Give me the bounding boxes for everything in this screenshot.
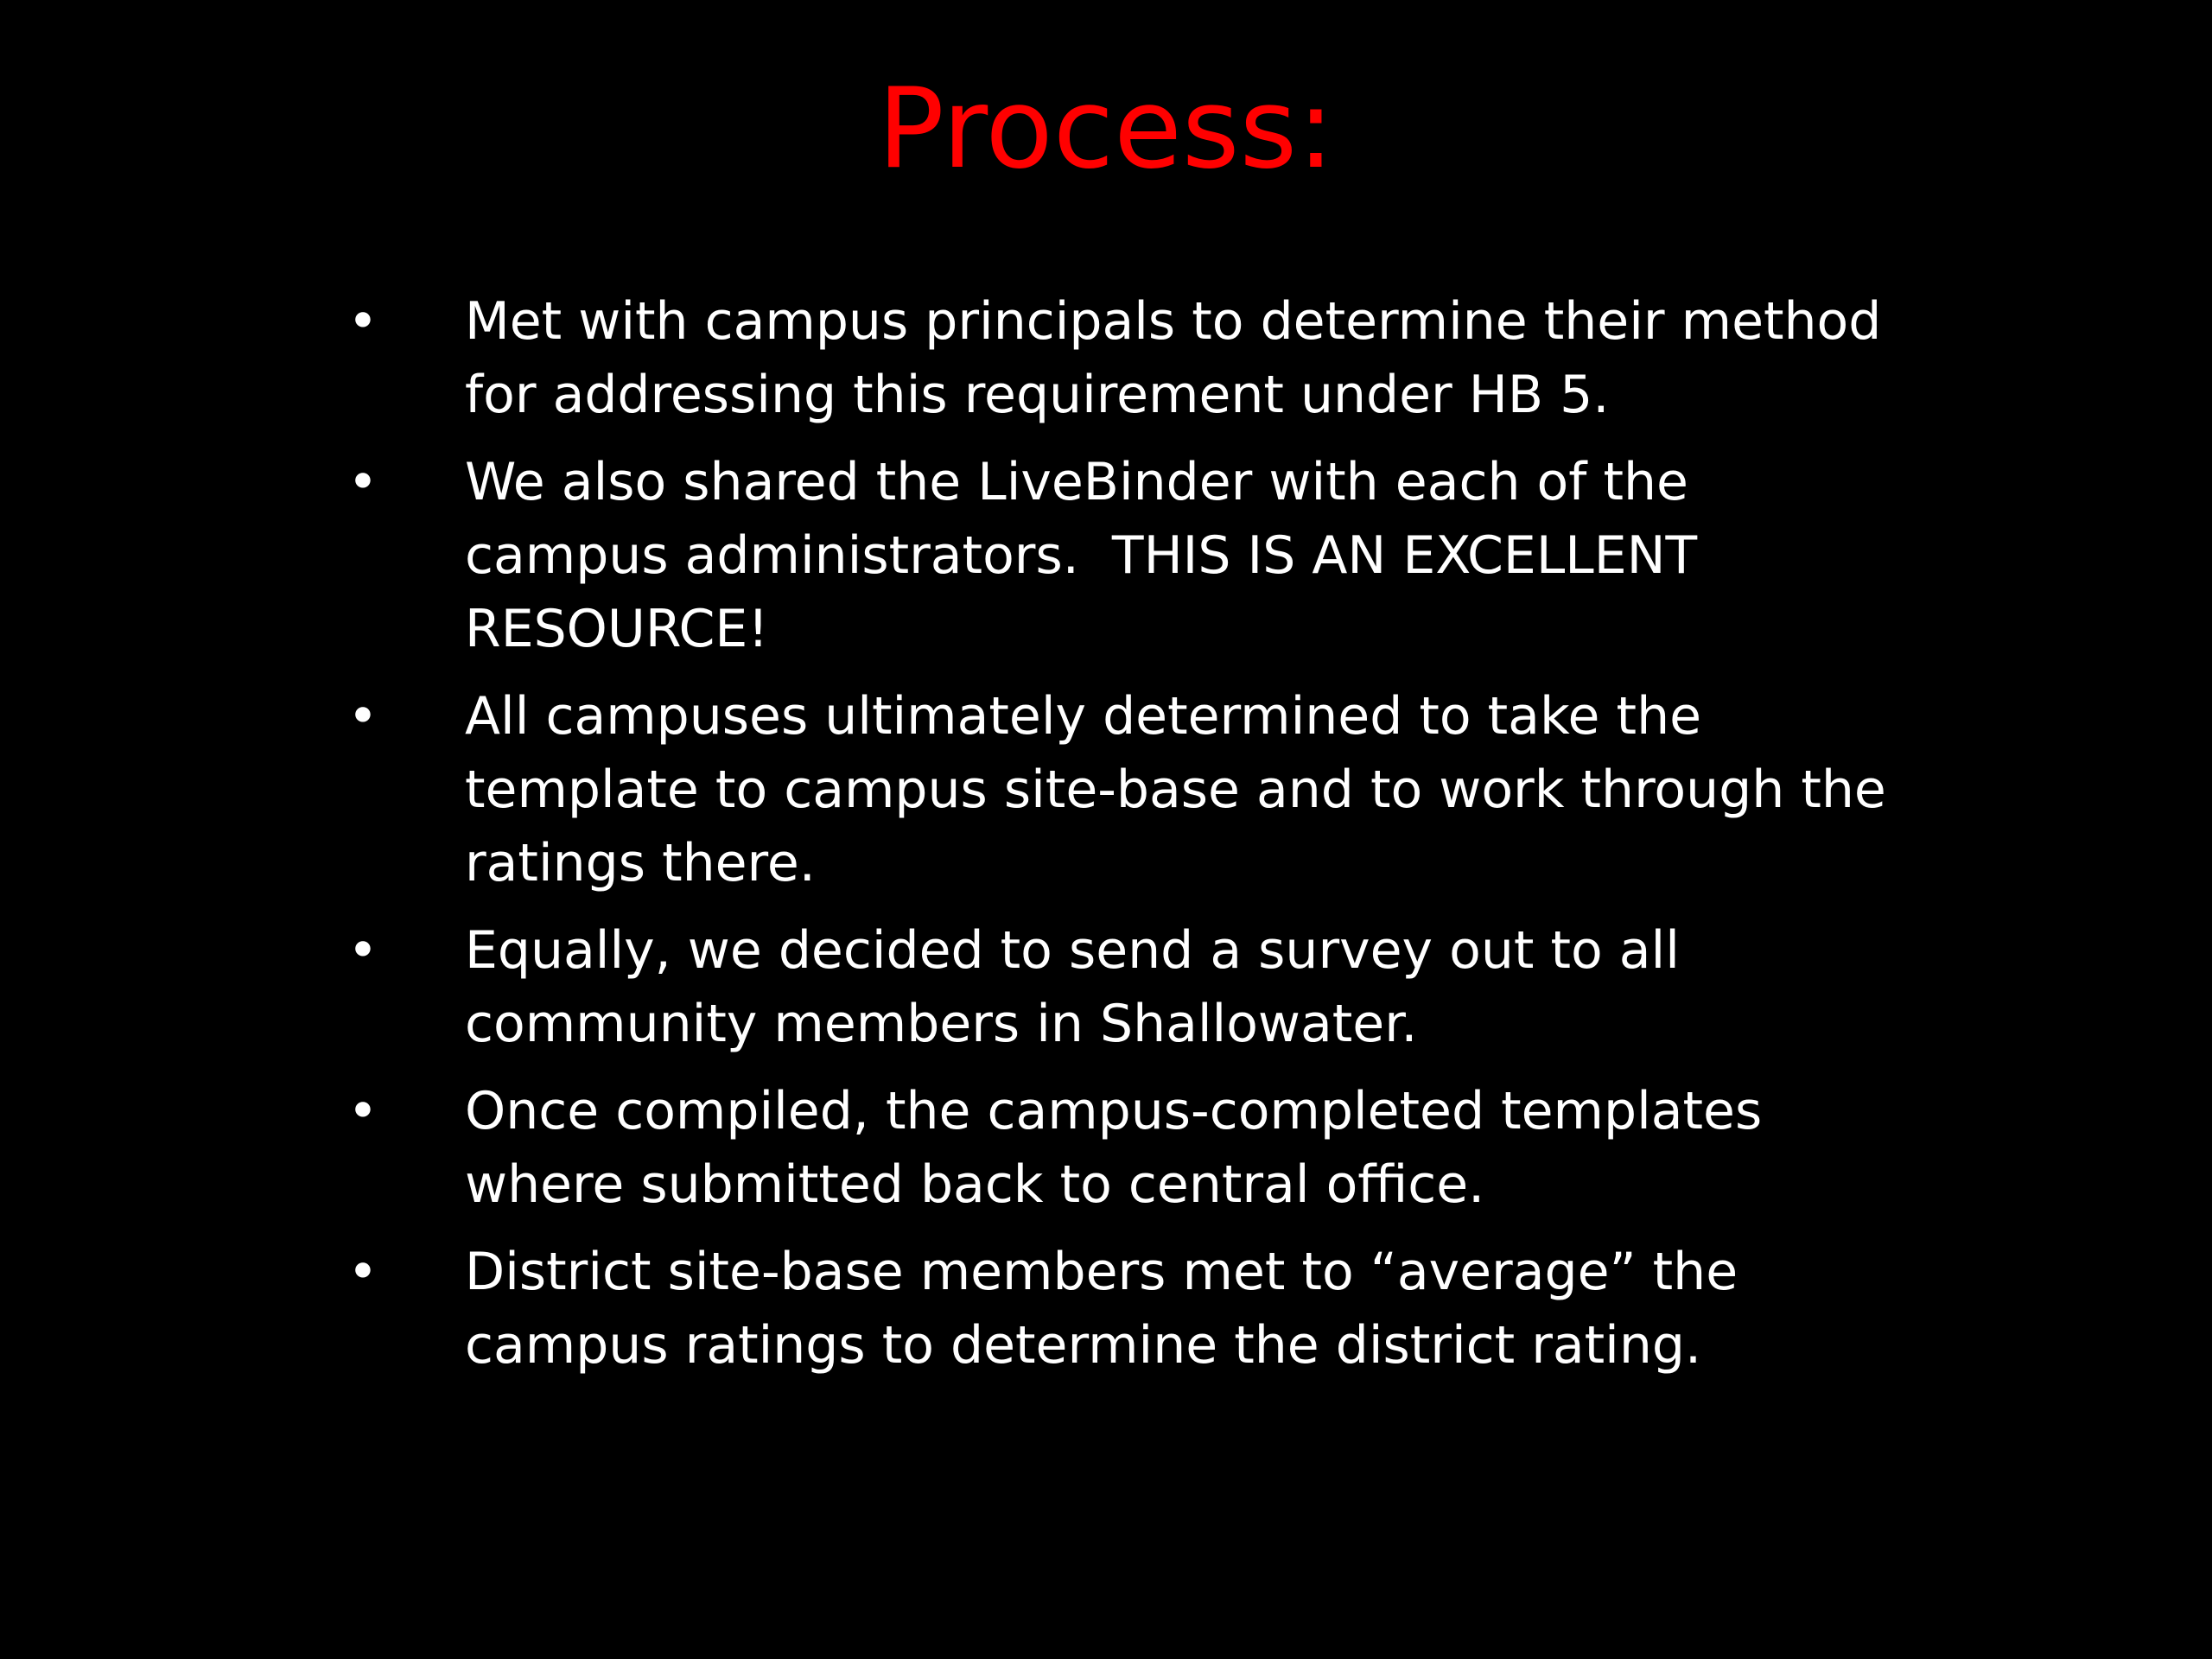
bullet-item <box>346 446 1901 666</box>
bullet-list <box>346 285 1901 1396</box>
bullet-text: Met with campus principals to determine their method for addressing this requirement under HB 5. <box>465 291 1898 425</box>
bullet-text: Once compiled, the campus-completed templates where submitted back to central office. <box>465 1081 1779 1215</box>
bullet-dot-icon: • <box>347 686 378 747</box>
bullet-item <box>346 1075 1901 1222</box>
bullet-dot-icon: • <box>347 452 378 512</box>
bullet-item <box>346 285 1901 432</box>
slide-title: Process: <box>877 65 1335 194</box>
bullet-item <box>346 1236 1901 1382</box>
bullet-dot-icon: • <box>347 1081 378 1141</box>
bullet-item <box>346 914 1901 1061</box>
bullet-dot-icon: • <box>347 1242 378 1302</box>
bullet-text: All campuses ultimately determined to take the template to campus site-base and to work through the ratings there. <box>465 686 1903 893</box>
bullet-item <box>346 680 1901 900</box>
bullet-dot-icon: • <box>347 291 378 352</box>
bullet-dot-icon: • <box>347 920 378 981</box>
bullet-text: We also shared the LiveBinder with each of the campus administrators. THIS IS AN EXCELLENT RESOURCE! <box>465 452 1714 659</box>
bullet-text: Equally, we decided to send a survey out to all community members in Shallowater. <box>465 920 1696 1054</box>
bullet-text: District site-base members met to “average” the campus ratings to determine the district rating. <box>465 1242 1755 1376</box>
